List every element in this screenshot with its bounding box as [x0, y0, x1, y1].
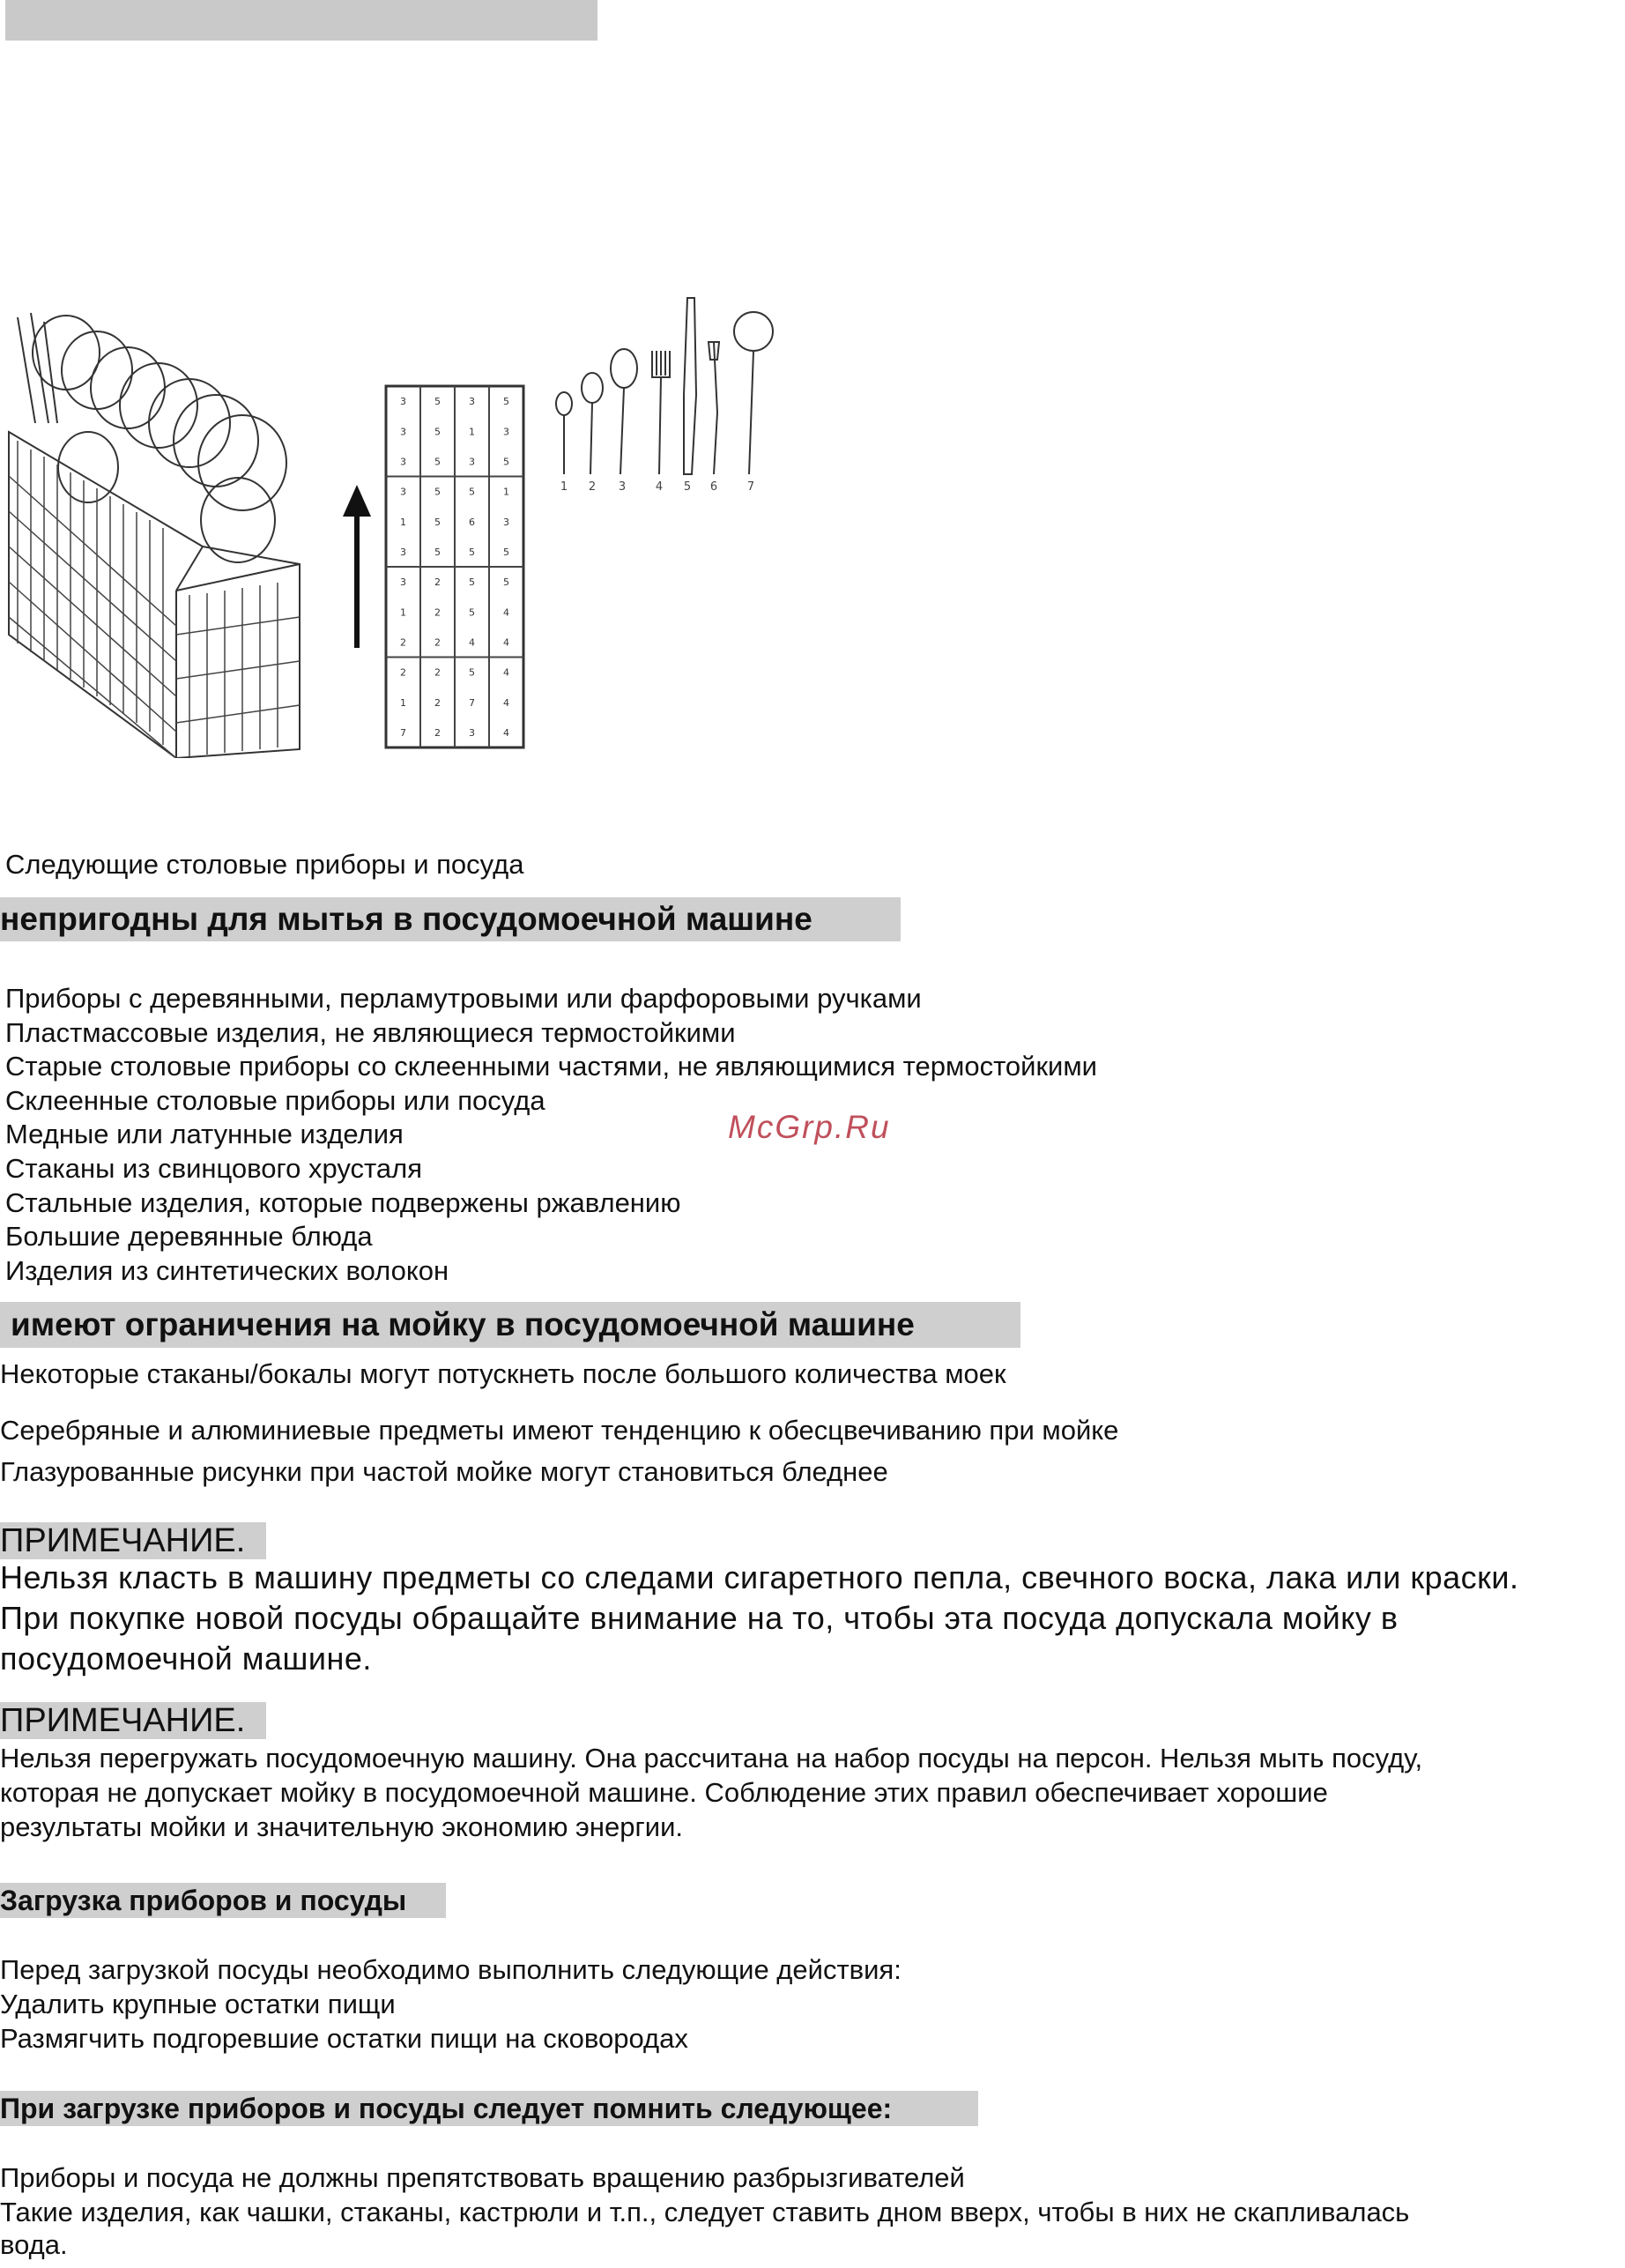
- list-item: Приборы с деревянными, перламутровыми или фарфоровыми ручками: [5, 983, 922, 1014]
- grid-number: 7: [469, 696, 475, 709]
- loading-line: Удалить крупные остатки пищи: [0, 1989, 396, 2019]
- grid-number: 3: [469, 396, 475, 408]
- header-bar: [5, 0, 597, 41]
- grid-number: 5: [469, 666, 475, 679]
- grid-number: 5: [469, 486, 475, 498]
- grid-number: 4: [503, 726, 509, 739]
- grid-number: 1: [400, 606, 406, 619]
- note2-line: Нельзя перегружать посудомоечную машину. Она рассчитана на набор посуды на персон. Нельзя мыть посуду,: [0, 1743, 1423, 1774]
- note2-line: которая не допускает мойку в посудомоечной машине. Соблюдение этих правил обеспечивает хорошие: [0, 1777, 1328, 1808]
- grid-number: 3: [400, 486, 406, 498]
- cutlery-number: 7: [746, 480, 755, 494]
- grid-number: 5: [469, 546, 475, 558]
- grid-number: 3: [400, 576, 406, 589]
- list-item: Стальные изделия, которые подвержены ржавлению: [5, 1186, 681, 1218]
- note1-title: ПРИМЕЧАНИЕ.: [0, 1522, 266, 1559]
- grid-number: 4: [469, 636, 475, 649]
- note1-line: При покупке новой посуды обращайте внимание на то, чтобы эта посуда допускала мойку в: [0, 1600, 1399, 1636]
- grid-number: 4: [503, 666, 509, 679]
- grid-number: 3: [400, 456, 406, 468]
- grid-number: 5: [434, 486, 441, 498]
- grid-number: 5: [434, 426, 441, 438]
- grid-number: 5: [503, 576, 509, 589]
- grid-number: 7: [400, 726, 406, 739]
- grid-number: 5: [434, 396, 441, 408]
- remember-heading: При загрузке приборов и посуды следует помнить следующее:: [0, 2091, 978, 2126]
- grid-number: 2: [400, 666, 406, 679]
- grid-number: 5: [469, 576, 475, 589]
- grid-number: 3: [400, 546, 406, 558]
- grid-number: 2: [434, 636, 441, 649]
- list-item: Стаканы из свинцового хрусталя: [5, 1152, 423, 1184]
- up-arrow-icon: [339, 485, 375, 652]
- cutlery-number: 1: [560, 480, 568, 494]
- loading-heading: Загрузка приборов и посуды: [0, 1883, 446, 1918]
- unsuitable-items-list: [5, 982, 1097, 1288]
- note2-line: результаты мойки и значительную экономию энергии.: [0, 1811, 684, 1842]
- section2-item: Некоторые стаканы/бокалы могут потускнеть после большого количества моек: [0, 1358, 1006, 1389]
- grid-number: 4: [503, 636, 509, 649]
- grid-number: 5: [503, 456, 509, 468]
- cutlery-illustration: [546, 289, 784, 501]
- grid-number: 3: [400, 396, 406, 408]
- grid-number: 5: [469, 606, 475, 619]
- grid-number: 3: [503, 516, 509, 528]
- list-item: Медные или латунные изделия: [5, 1119, 404, 1150]
- grid-number: 3: [469, 726, 475, 739]
- list-item: Старые столовые приборы со склеенными частями, не являющимися термостойкими: [5, 1051, 1097, 1082]
- grid-number: 1: [400, 696, 406, 709]
- dish-rack-illustration: [0, 300, 308, 758]
- grid-number: 4: [503, 606, 509, 619]
- loading-line: Перед загрузкой посуды необходимо выполнить следующие действия:: [0, 1954, 902, 1985]
- grid-number: 5: [434, 516, 441, 528]
- grid-number: 3: [469, 456, 475, 468]
- remember-line: вода.: [0, 2229, 68, 2260]
- grid-number: 5: [434, 456, 441, 468]
- cutlery-number: 3: [618, 480, 627, 494]
- section2-item: Глазурованные рисунки при частой мойке могут становиться бледнее: [0, 1456, 888, 1487]
- section1-heading: непригодны для мытья в посудомоечной машине: [0, 897, 901, 941]
- grid-number: 5: [434, 546, 441, 558]
- grid-number: 3: [503, 426, 509, 438]
- remember-line: Приборы и посуда не должны препятствовать вращению разбрызгивателей: [0, 2162, 965, 2193]
- cutlery-number: 5: [683, 480, 692, 494]
- cutlery-number: 4: [655, 480, 664, 494]
- grid-number: 2: [434, 606, 441, 619]
- loading-line: Размягчить подгоревшие остатки пищи на сковородах: [0, 2023, 688, 2054]
- note1-line: посудомоечной машине.: [0, 1640, 372, 1677]
- note2-title: ПРИМЕЧАНИЕ.: [0, 1702, 266, 1739]
- grid-number: 3: [400, 426, 406, 438]
- grid-number: 2: [434, 696, 441, 709]
- list-item: Склеенные столовые приборы или посуда: [5, 1084, 545, 1116]
- cutlery-basket-grid: [384, 384, 525, 749]
- note1-line: Нельзя класть в машину предметы со следами сигаретного пепла, свечного воска, лака или краски.: [0, 1559, 1519, 1595]
- grid-number: 2: [434, 576, 441, 589]
- section2-item: Серебряные и алюминиевые предметы имеют тенденцию к обесцвечиванию при мойке: [0, 1415, 1119, 1446]
- watermark: McGrp.Ru: [728, 1109, 891, 1145]
- list-item: Большие деревянные блюда: [5, 1221, 373, 1253]
- section1-intro: Следующие столовые приборы и посуда: [5, 849, 524, 880]
- grid-number: 1: [400, 516, 406, 528]
- list-item: Пластмассовые изделия, не являющиеся термостойкими: [5, 1016, 736, 1048]
- cutlery-number: 6: [709, 480, 718, 494]
- cutlery-number: 2: [588, 480, 597, 494]
- section2-heading: имеют ограничения на мойку в посудомоечной машине: [0, 1302, 1020, 1348]
- grid-number: 2: [434, 726, 441, 739]
- grid-number: 4: [503, 696, 509, 709]
- grid-number: 2: [400, 636, 406, 649]
- grid-number: 5: [503, 396, 509, 408]
- remember-line: Такие изделия, как чашки, стаканы, кастрюли и т.п., следует ставить дном вверх, чтобы в них не скапливалась: [0, 2197, 1410, 2227]
- grid-number: 1: [503, 486, 509, 498]
- grid-number: 5: [503, 546, 509, 558]
- grid-number: 1: [469, 426, 475, 438]
- list-item: Изделия из синтетических волокон: [5, 1254, 449, 1286]
- grid-number: 2: [434, 666, 441, 679]
- grid-number: 6: [469, 516, 475, 528]
